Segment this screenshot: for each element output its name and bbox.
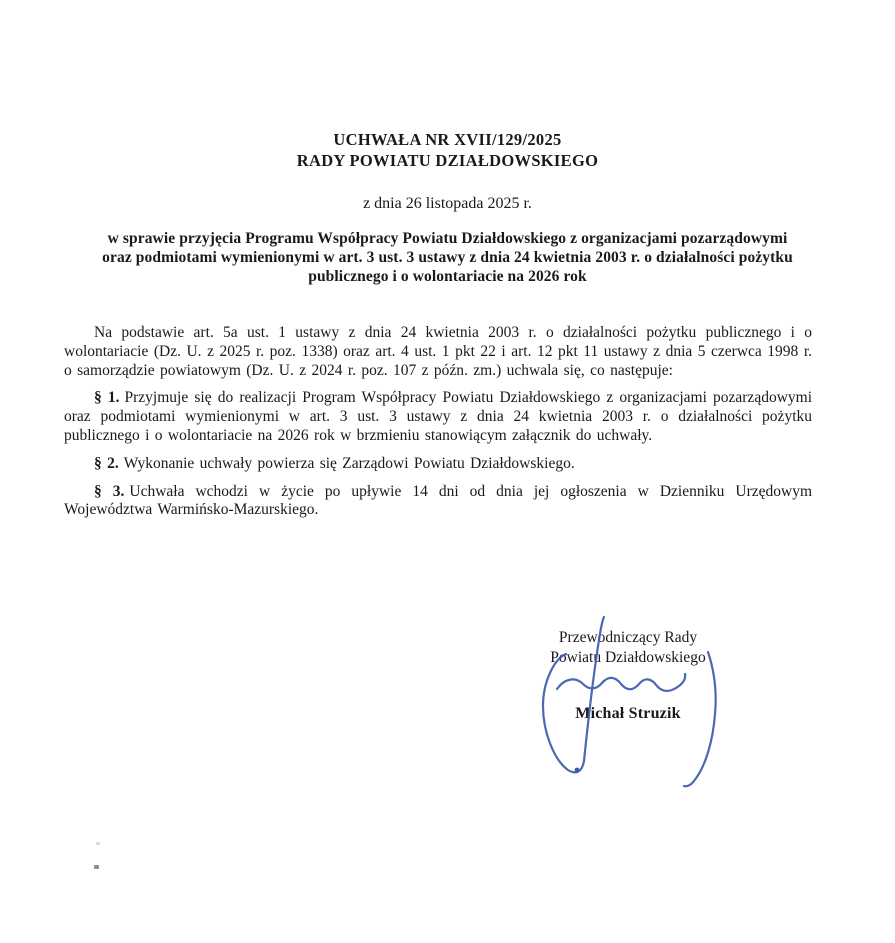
resolution-number: UCHWAŁA NR XVII/129/2025 (333, 130, 562, 149)
section-2-symbol: § 2. (94, 454, 119, 472)
preamble-paragraph (64, 324, 812, 380)
document-header (0, 0, 895, 213)
section-3-symbol: § 3. (94, 482, 125, 500)
signature-block (518, 628, 738, 724)
scan-speck-2 (94, 865, 99, 869)
subject-line-2: oraz podmiotami wymienionymi w art. 3 ust. 3 ustawy z dnia 24 kwietnia 2003 r. o działalności pożytku (102, 249, 793, 266)
subject-line-3: publicznego i o wolontariacie na 2026 rok (308, 268, 587, 285)
resolution-date: z dnia 26 listopada 2025 r. (363, 195, 532, 212)
section-paragraph-3 (64, 483, 812, 521)
signatory-role-line2: Powiatu Działdowskiego (550, 648, 706, 666)
signatory-role-line1: Przewodniczący Rady (558, 629, 698, 646)
scan-speck-1 (96, 842, 100, 845)
section-3-text: Uchwała wchodzi w życie po upływie 14 dni od dnia jej ogłoszenia w Dzienniku Urzędowym Województwa Warmińsko-Mazurskiego. (64, 482, 813, 519)
subject-line-1: w sprawie przyjęcia Programu Współpracy Powiatu Działdowskiego z organizacjami pozarządowymi (107, 230, 788, 247)
document-body (64, 324, 812, 520)
section-1-symbol: § 1. (94, 389, 120, 407)
section-paragraph-2 (64, 455, 812, 474)
section-paragraph-1 (64, 389, 812, 445)
section-1-text: Przyjmuje się do realizacji Program Współpracy Powiatu Działdowskiego z organizacjami pozarządowymi oraz podmiotami wymienionymi w art. 3 ust. 3 ustawy z dnia 24 kwietnia 2003 r. o działalności pożytku publicznego i o wolontariacie na 2026 rok w brzmieniu stanowiącym załącznik do uchwały. (64, 389, 813, 444)
section-2-text: Wykonanie uchwały powierza się Zarządowi Powiatu Działdowskiego. (123, 454, 575, 472)
signatory-name: Michał Struzik (575, 705, 681, 722)
council-name: RADY POWIATU DZIAŁDOWSKIEGO (296, 151, 599, 170)
resolution-subject (0, 229, 895, 286)
preamble-text: Na podstawie art. 5a ust. 1 ustawy z dnia 24 kwietnia 2003 r. o działalności pożytku publicznego i o wolontariacie (Dz. U. z 2025 r. poz. 1338) oraz art. 4 ust. 1 pkt 22 i art. 12 pkt 11 ustawy z dnia 5 czerwca 1998 r. o samorządzie powiatowym (Dz. U. z 2024 r. poz. 107 z późn. zm.) uchwala się, co następuje: (64, 324, 812, 379)
